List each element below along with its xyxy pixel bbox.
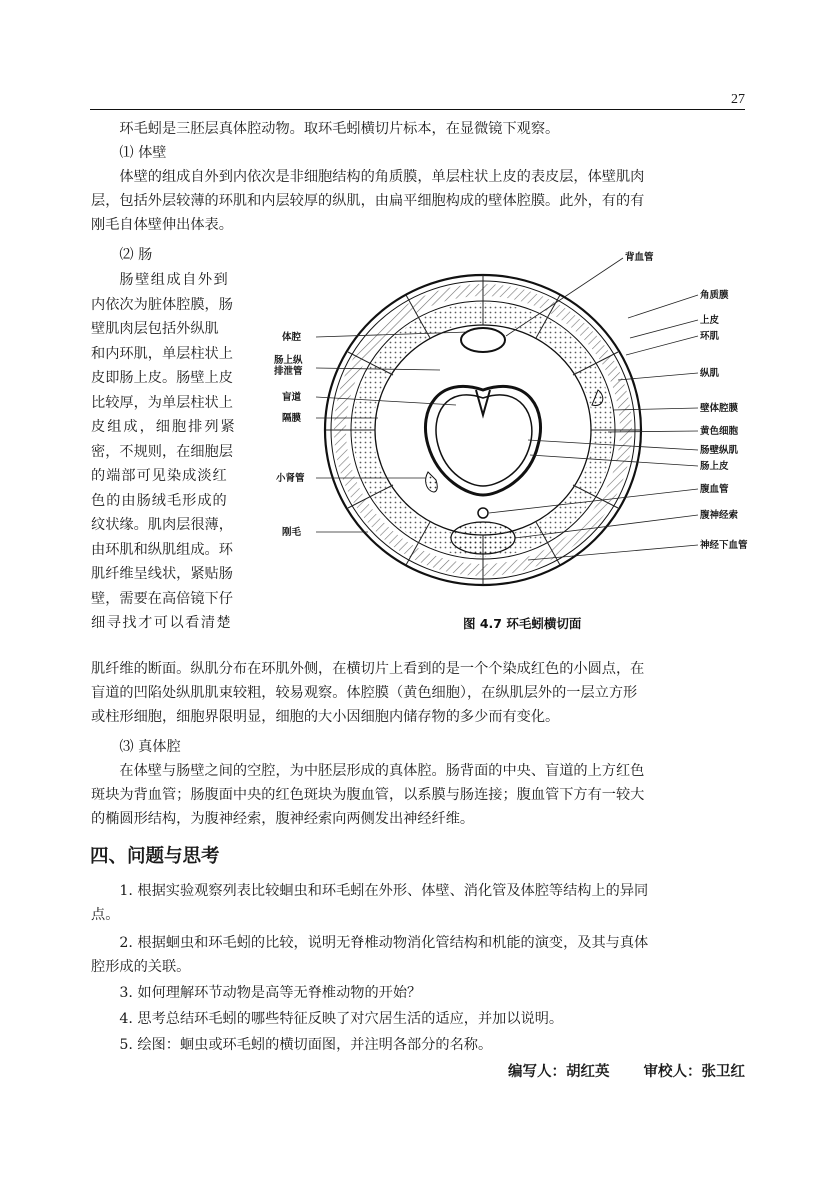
sec2-line: 或柱形细胞，细胞界限明显，细胞的大小因细胞内储存物的多少而有变化。 (91, 709, 560, 725)
page-number: 27 (731, 92, 745, 107)
signature-line (508, 1060, 745, 1081)
header-rule (90, 109, 745, 110)
intestine (425, 386, 540, 495)
sec2-wrap-line: 的端部可见染成淡红 (91, 468, 228, 484)
label-coelom: 体腔 (282, 332, 302, 343)
sec2-wrap-line: 和内环肌，单层柱状上 (91, 346, 233, 362)
sec1-line-3: 刚毛自体壁伸出体表。 (91, 217, 233, 233)
label-yellow-cells: 黄色细胞 (700, 426, 739, 437)
question-4: 4. 思考总结环毛蚓的哪些特征反映了对穴居生活的适应，并加以说明。 (119, 1011, 564, 1027)
sec1-title: ⑴ 体壁 (119, 145, 167, 161)
sec2-line: 盲道的凹陷处纵肌肌束较粗，较易观察。体腔膜（黄色细胞），在纵肌层外的一层立方形 (91, 685, 638, 701)
label-gut-longitudinal-muscle: 肠壁纵肌 (700, 445, 739, 456)
sec2-wrap-line: 密，不规则，在细胞层 (91, 444, 233, 460)
label-ventral-vessel: 腹血管 (700, 484, 729, 495)
author-credit: 编写人：胡红英 (508, 1064, 610, 1080)
sec2-title: ⑵ 肠 (119, 247, 153, 263)
sec2-wrap-line: 壁肌肉层包括外纵肌 (91, 321, 219, 337)
sec2-wrap-line: 内依次为脏体腔膜，肠 (91, 297, 233, 313)
label-gut-epithelium: 肠上皮 (700, 461, 729, 472)
label-cuticle: 角质膜 (700, 290, 729, 301)
label-septum: 隔膜 (282, 413, 302, 424)
section-heading: 四、问题与思考 (90, 846, 220, 867)
label-epidermis: 上皮 (700, 315, 720, 326)
label-subneural-vessel: 神经下血管 (700, 540, 748, 551)
label-longitudinal-muscle: 纵肌 (700, 368, 720, 379)
figure-caption: 图 4.7 环毛蚓横切面 (463, 616, 582, 631)
sec3-line: 斑块为背血管；肠腹面中央的红色斑块为腹血管，以系膜与肠连接；腹血管下方有一较大 (91, 787, 645, 803)
sec1-line-2: 层，包括外层较薄的环肌和内层较厚的纵肌，由扁平细胞构成的壁体腔膜。此外，有的有 (91, 193, 645, 209)
question-2: 2. 根据蛔虫和环毛蚓的比较，说明无脊椎动物消化管结构和机能的演变，及其与真体 (119, 935, 649, 951)
earthworm-cross-section-figure (268, 240, 768, 640)
intro-paragraph: 环毛蚓是三胚层真体腔动物。取环毛蚓横切片标本，在显微镜下观察。 (119, 121, 560, 137)
nephridium (426, 472, 438, 492)
question-1: 1. 根据实验观察列表比较蛔虫和环毛蚓在外形、体壁、消化管及体腔等结构上的异同 (119, 883, 649, 899)
label-ventral-nerve-cord: 腹神经索 (700, 510, 739, 521)
label-excretory-duct: 排泄管 (274, 366, 303, 377)
label-supraintestinal: 肠上纵 (274, 355, 303, 366)
label-dorsal-vessel: 背血管 (625, 252, 654, 263)
label-micronephridium: 小肾管 (276, 473, 305, 484)
label-circular-muscle: 环肌 (700, 331, 720, 342)
sec2-wrap-line: 由环肌和纵肌组成。环 (91, 542, 233, 558)
reviewer-credit: 审校人：张卫红 (643, 1064, 745, 1080)
ventral-vessel (478, 508, 488, 518)
question-1-cont: 点。 (91, 907, 120, 923)
sec2-wrap-line: 细寻找才可以看清楚 (91, 615, 233, 631)
sec3-title: ⑶ 真体腔 (119, 739, 181, 755)
sec2-wrap-line: 纹状缘。肌肉层很薄， (91, 517, 233, 533)
sec2-wrap-line: 肠壁组成自外到 (119, 272, 230, 288)
dorsal-vessel (461, 328, 505, 352)
sec2-wrap-line: 壁，需要在高倍镜下仔 (91, 591, 233, 607)
label-typhlosole: 盲道 (282, 392, 302, 403)
label-seta: 刚毛 (282, 527, 302, 538)
label-parietal-peritoneum: 壁体腔膜 (700, 403, 739, 414)
sec3-line: 在体壁与肠壁之间的空腔，为中胚层形成的真体腔。肠背面的中央、盲道的上方红色 (119, 763, 645, 779)
sec2-wrap-line: 皮组成，细胞排列紧 (91, 419, 237, 435)
ventral-nerve-cord (451, 522, 515, 554)
question-5: 5. 绘图：蛔虫或环毛蚓的横切面图，并注明各部分的名称。 (119, 1037, 493, 1053)
question-2-cont: 腔形成的关联。 (91, 959, 191, 975)
sec2-wrap-line: 比较厚，为单层柱状上 (91, 395, 233, 411)
sec1-line-1: 体壁的组成自外到内依次是非细胞结构的角质膜，单层柱状上皮的表皮层，体壁肌肉 (119, 169, 645, 185)
sec3-line: 的椭圆形结构，为腹神经索，腹神经索向两侧发出神经纤维。 (91, 811, 475, 827)
sec2-wrap-line: 肌纤维呈线状，紧贴肠 (91, 566, 233, 582)
question-3: 3. 如何理解环节动物是高等无脊椎动物的开始？ (119, 985, 422, 1001)
sec2-wrap-line: 色的由肠绒毛形成的 (91, 493, 228, 509)
sec2-line: 肌纤维的断面。纵肌分布在环肌外侧，在横切片上看到的是一个个染成红色的小圆点，在 (91, 661, 645, 677)
sec2-wrap-line: 皮即肠上皮。肠壁上皮 (91, 370, 233, 386)
